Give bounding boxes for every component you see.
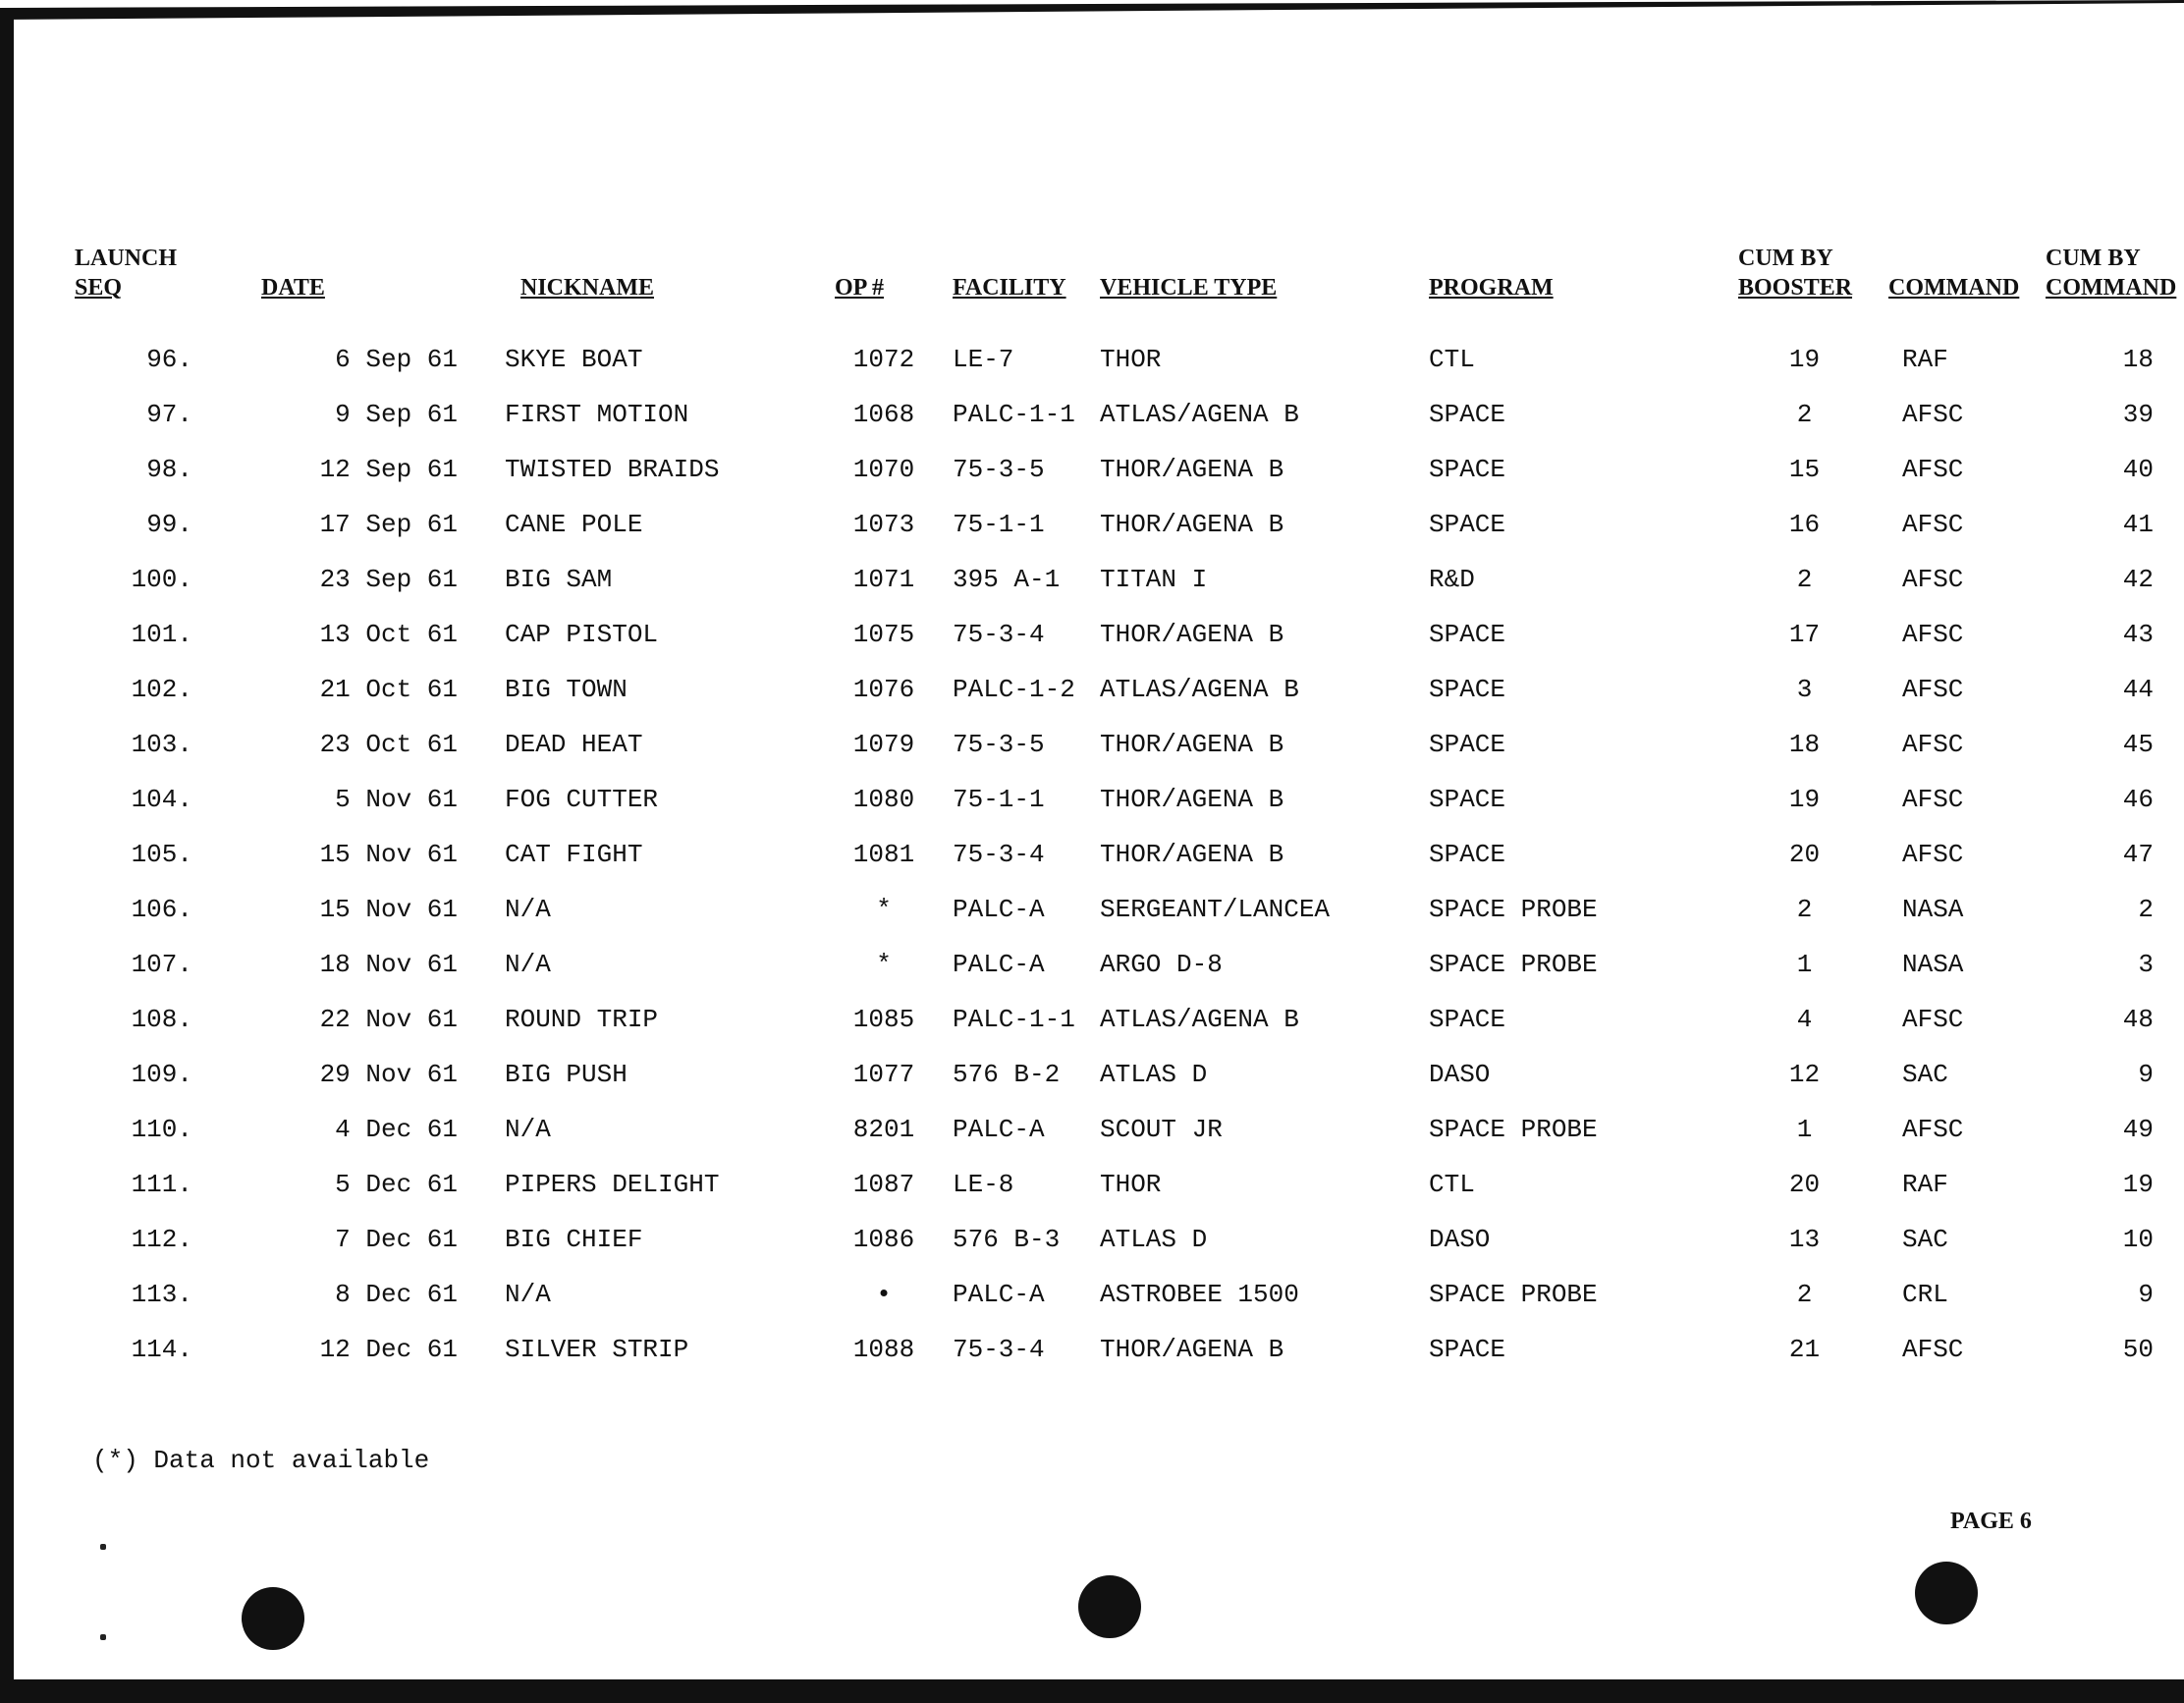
cell-cum-by-booster: 17 (1788, 620, 1821, 649)
cell-program: SPACE PROBE (1429, 1280, 1598, 1309)
table-row (75, 772, 2154, 827)
cell-program: SPACE PROBE (1429, 895, 1598, 924)
table-row (75, 1212, 2154, 1267)
cell-program: SPACE (1429, 675, 1506, 704)
cell-facility: 576 B-3 (953, 1225, 1061, 1254)
cell-command: AFSC (1902, 620, 1964, 649)
header-command: COMMAND (1888, 275, 2020, 301)
cell-facility: PALC-A (953, 895, 1045, 924)
cell-vehicle-type: THOR/AGENA B (1100, 1335, 1284, 1364)
cell-cum-by-booster: 2 (1796, 400, 1813, 429)
cell-date: 5 Nov 61 (335, 785, 458, 814)
cell-facility: 576 B-2 (953, 1060, 1061, 1089)
cell-date: 12 Sep 61 (319, 455, 458, 484)
cell-op: 1072 (852, 345, 915, 374)
cell-vehicle-type: ATLAS D (1100, 1060, 1208, 1089)
cell-date: 21 Oct 61 (319, 675, 458, 704)
cell-op: 1068 (852, 400, 915, 429)
cell-date: 9 Sep 61 (335, 400, 458, 429)
cell-facility: 75-3-5 (953, 455, 1045, 484)
cell-facility: PALC-1-2 (953, 675, 1075, 704)
table-row (75, 1267, 2154, 1322)
cell-nickname: N/A (505, 1280, 551, 1309)
table-row (75, 662, 2154, 717)
cell-cum-by-command: 39 (2122, 400, 2154, 429)
cell-nickname: BIG PUSH (505, 1060, 628, 1089)
cell-facility: 395 A-1 (953, 565, 1061, 594)
cell-command: AFSC (1902, 785, 1964, 814)
cell-facility: 75-3-4 (953, 1335, 1045, 1364)
cell-vehicle-type: THOR/AGENA B (1100, 840, 1284, 869)
cell-launch-seq: 113. (131, 1280, 192, 1309)
cell-program: SPACE (1429, 510, 1506, 539)
header-row (75, 244, 2154, 332)
cell-command: RAF (1902, 345, 1948, 374)
cell-vehicle-type: TITAN I (1100, 565, 1208, 594)
cell-op: 1077 (852, 1060, 915, 1089)
cell-command: AFSC (1902, 400, 1964, 429)
cell-launch-seq: 112. (131, 1225, 192, 1254)
cell-command: CRL (1902, 1280, 1948, 1309)
cell-date: 29 Nov 61 (319, 1060, 458, 1089)
table-row (75, 827, 2154, 882)
document-page (14, 20, 2184, 1679)
table-row (75, 882, 2154, 937)
cell-nickname: SKYE BOAT (505, 345, 643, 374)
cell-vehicle-type: THOR/AGENA B (1100, 510, 1284, 539)
cell-launch-seq: 100. (131, 565, 192, 594)
cell-op: * (876, 895, 892, 924)
cell-nickname: CAT FIGHT (505, 840, 643, 869)
cell-nickname: SILVER STRIP (505, 1335, 689, 1364)
cell-launch-seq: 106. (131, 895, 192, 924)
cell-vehicle-type: SERGEANT/LANCEA (1100, 895, 1331, 924)
table-row (75, 497, 2154, 552)
binder-hole-right (1915, 1562, 1978, 1624)
cell-cum-by-booster: 20 (1788, 1170, 1821, 1199)
table-row (75, 1157, 2154, 1212)
scan-edge-left (0, 18, 14, 1703)
cell-launch-seq: 111. (131, 1170, 192, 1199)
cell-facility: 75-3-4 (953, 620, 1045, 649)
cell-nickname: DEAD HEAT (505, 730, 643, 759)
cell-vehicle-type: ATLAS D (1100, 1225, 1208, 1254)
cell-cum-by-command: 41 (2122, 510, 2154, 539)
header-launch-seq: LAUNCH SEQ (75, 246, 178, 301)
cell-vehicle-type: THOR/AGENA B (1100, 785, 1284, 814)
cell-command: AFSC (1902, 455, 1964, 484)
scan-speck (100, 1634, 106, 1640)
cell-cum-by-booster: 13 (1788, 1225, 1821, 1254)
launch-table (75, 244, 2177, 1377)
cell-command: AFSC (1902, 565, 1964, 594)
cell-cum-by-booster: 2 (1796, 1280, 1813, 1309)
header-nickname: NICKNAME (520, 275, 654, 301)
cell-cum-by-booster: 12 (1788, 1060, 1821, 1089)
cell-date: 8 Dec 61 (335, 1280, 458, 1309)
cell-op: 8201 (852, 1115, 915, 1144)
cell-cum-by-command: 10 (2122, 1225, 2154, 1254)
table-row (75, 717, 2154, 772)
cell-cum-by-command: 9 (2138, 1060, 2154, 1089)
cell-op: 1071 (852, 565, 915, 594)
cell-cum-by-command: 44 (2122, 675, 2154, 704)
cell-cum-by-command: 40 (2122, 455, 2154, 484)
cell-nickname: ROUND TRIP (505, 1005, 659, 1034)
cell-date: 7 Dec 61 (335, 1225, 458, 1254)
cell-facility: PALC-A (953, 1115, 1045, 1144)
cell-command: NASA (1902, 895, 1964, 924)
cell-cum-by-command: 3 (2138, 950, 2154, 979)
table-row (75, 937, 2154, 992)
cell-cum-by-booster: 1 (1796, 950, 1813, 979)
cell-command: AFSC (1902, 1115, 1964, 1144)
cell-facility: PALC-A (953, 1280, 1045, 1309)
cell-date: 13 Oct 61 (319, 620, 458, 649)
cell-vehicle-type: THOR (1100, 345, 1162, 374)
cell-op: 1075 (852, 620, 915, 649)
cell-cum-by-booster: 20 (1788, 840, 1821, 869)
cell-launch-seq: 98. (146, 455, 192, 484)
cell-program: SPACE (1429, 1335, 1506, 1364)
cell-nickname: N/A (505, 895, 551, 924)
cell-date: 23 Sep 61 (319, 565, 458, 594)
cell-cum-by-command: 19 (2122, 1170, 2154, 1199)
cell-op: 1087 (852, 1170, 915, 1199)
cell-vehicle-type: THOR/AGENA B (1100, 455, 1284, 484)
cell-date: 5 Dec 61 (335, 1170, 458, 1199)
cell-facility: PALC-1-1 (953, 400, 1075, 429)
cell-nickname: PIPERS DELIGHT (505, 1170, 720, 1199)
cell-date: 18 Nov 61 (319, 950, 458, 979)
cell-cum-by-booster: 2 (1796, 565, 1813, 594)
cell-nickname: N/A (505, 1115, 551, 1144)
table-body (75, 332, 2154, 1377)
cell-command: RAF (1902, 1170, 1948, 1199)
cell-facility: 75-1-1 (953, 510, 1045, 539)
cell-launch-seq: 97. (146, 400, 192, 429)
cell-date: 22 Nov 61 (319, 1005, 458, 1034)
table-row (75, 442, 2154, 497)
cell-vehicle-type: ARGO D-8 (1100, 950, 1223, 979)
cell-facility: 75-3-5 (953, 730, 1045, 759)
cell-program: SPACE (1429, 730, 1506, 759)
cell-program: SPACE PROBE (1429, 1115, 1598, 1144)
cell-nickname: FOG CUTTER (505, 785, 659, 814)
cell-program: CTL (1429, 1170, 1475, 1199)
cell-date: 4 Dec 61 (335, 1115, 458, 1144)
cell-launch-seq: 101. (131, 620, 192, 649)
cell-command: SAC (1902, 1225, 1948, 1254)
cell-op: 1086 (852, 1225, 915, 1254)
cell-command: AFSC (1902, 730, 1964, 759)
cell-launch-seq: 96. (146, 345, 192, 374)
cell-program: DASO (1429, 1225, 1491, 1254)
header-cum-by-command: CUM BY COMMAND (2046, 246, 2177, 301)
cell-command: AFSC (1902, 1335, 1964, 1364)
cell-program: SPACE PROBE (1429, 950, 1598, 979)
header-op: OP # (835, 275, 885, 301)
cell-program: SPACE (1429, 840, 1506, 869)
cell-nickname: N/A (505, 950, 551, 979)
cell-launch-seq: 104. (131, 785, 192, 814)
cell-op: 1079 (852, 730, 915, 759)
cell-op: 1085 (852, 1005, 915, 1034)
cell-cum-by-command: 2 (2138, 895, 2154, 924)
cell-nickname: CAP PISTOL (505, 620, 659, 649)
cell-vehicle-type: SCOUT JR (1100, 1115, 1223, 1144)
cell-program: SPACE (1429, 1005, 1506, 1034)
table-row (75, 1102, 2154, 1157)
footnote: (*) Data not available (92, 1446, 430, 1475)
cell-cum-by-command: 9 (2138, 1280, 2154, 1309)
cell-date: 15 Nov 61 (319, 840, 458, 869)
cell-nickname: TWISTED BRAIDS (505, 455, 720, 484)
cell-nickname: BIG CHIEF (505, 1225, 643, 1254)
header-date: DATE (261, 275, 325, 301)
cell-launch-seq: 107. (131, 950, 192, 979)
binder-hole-center (1078, 1575, 1141, 1638)
table-row (75, 1047, 2154, 1102)
cell-cum-by-command: 49 (2122, 1115, 2154, 1144)
cell-command: AFSC (1902, 510, 1964, 539)
cell-cum-by-command: 46 (2122, 785, 2154, 814)
cell-op: 1088 (852, 1335, 915, 1364)
cell-cum-by-booster: 16 (1788, 510, 1821, 539)
cell-cum-by-command: 47 (2122, 840, 2154, 869)
cell-command: AFSC (1902, 675, 1964, 704)
cell-vehicle-type: ATLAS/AGENA B (1100, 675, 1299, 704)
cell-cum-by-command: 42 (2122, 565, 2154, 594)
table-row (75, 332, 2154, 387)
cell-facility: LE-8 (953, 1170, 1014, 1199)
binder-hole-left (242, 1587, 304, 1650)
header-facility: FACILITY (953, 275, 1066, 301)
cell-date: 23 Oct 61 (319, 730, 458, 759)
cell-command: NASA (1902, 950, 1964, 979)
header-cum-by-booster: CUM BY BOOSTER (1738, 246, 1853, 301)
cell-program: SPACE (1429, 400, 1506, 429)
cell-command: AFSC (1902, 1005, 1964, 1034)
table-row (75, 387, 2154, 442)
cell-launch-seq: 109. (131, 1060, 192, 1089)
cell-vehicle-type: ATLAS/AGENA B (1100, 1005, 1299, 1034)
cell-cum-by-booster: 19 (1788, 785, 1821, 814)
cell-vehicle-type: THOR/AGENA B (1100, 730, 1284, 759)
cell-cum-by-booster: 19 (1788, 345, 1821, 374)
cell-program: CTL (1429, 345, 1475, 374)
cell-facility: PALC-A (953, 950, 1045, 979)
cell-command: SAC (1902, 1060, 1948, 1089)
cell-facility: PALC-1-1 (953, 1005, 1075, 1034)
cell-op: • (876, 1280, 892, 1309)
cell-launch-seq: 103. (131, 730, 192, 759)
cell-launch-seq: 114. (131, 1335, 192, 1364)
cell-op: 1073 (852, 510, 915, 539)
cell-cum-by-booster: 2 (1796, 895, 1813, 924)
cell-op: 1076 (852, 675, 915, 704)
cell-facility: LE-7 (953, 345, 1014, 374)
cell-launch-seq: 102. (131, 675, 192, 704)
cell-vehicle-type: ATLAS/AGENA B (1100, 400, 1299, 429)
table-row (75, 992, 2154, 1047)
table-row (75, 552, 2154, 607)
page-number: PAGE 6 (1950, 1509, 2032, 1534)
cell-nickname: FIRST MOTION (505, 400, 689, 429)
cell-nickname: BIG SAM (505, 565, 613, 594)
cell-date: 15 Nov 61 (319, 895, 458, 924)
header-program: PROGRAM (1429, 275, 1554, 301)
cell-op: 1080 (852, 785, 915, 814)
cell-command: AFSC (1902, 840, 1964, 869)
cell-cum-by-booster: 1 (1796, 1115, 1813, 1144)
cell-nickname: BIG TOWN (505, 675, 628, 704)
cell-date: 12 Dec 61 (319, 1335, 458, 1364)
cell-cum-by-booster: 3 (1796, 675, 1813, 704)
scan-edge-top (0, 0, 2184, 20)
cell-vehicle-type: THOR/AGENA B (1100, 620, 1284, 649)
cell-program: DASO (1429, 1060, 1491, 1089)
cell-launch-seq: 105. (131, 840, 192, 869)
cell-program: SPACE (1429, 785, 1506, 814)
cell-launch-seq: 108. (131, 1005, 192, 1034)
cell-vehicle-type: THOR (1100, 1170, 1162, 1199)
cell-vehicle-type: ASTROBEE 1500 (1100, 1280, 1299, 1309)
scan-edge-bottom (0, 1679, 2184, 1703)
cell-facility: 75-1-1 (953, 785, 1045, 814)
cell-op: 1081 (852, 840, 915, 869)
cell-cum-by-command: 43 (2122, 620, 2154, 649)
cell-cum-by-command: 18 (2122, 345, 2154, 374)
cell-cum-by-booster: 21 (1788, 1335, 1821, 1364)
cell-launch-seq: 110. (131, 1115, 192, 1144)
cell-nickname: CANE POLE (505, 510, 643, 539)
table-row (75, 1322, 2154, 1377)
scan-speck (100, 1544, 106, 1550)
cell-cum-by-command: 45 (2122, 730, 2154, 759)
cell-program: SPACE (1429, 455, 1506, 484)
cell-cum-by-booster: 4 (1796, 1005, 1813, 1034)
cell-cum-by-command: 50 (2122, 1335, 2154, 1364)
cell-op: 1070 (852, 455, 915, 484)
cell-date: 17 Sep 61 (319, 510, 458, 539)
header-vehicle-type: VEHICLE TYPE (1100, 275, 1278, 301)
cell-op: * (876, 950, 892, 979)
cell-cum-by-booster: 15 (1788, 455, 1821, 484)
cell-date: 6 Sep 61 (335, 345, 458, 374)
table-row (75, 607, 2154, 662)
cell-cum-by-booster: 18 (1788, 730, 1821, 759)
cell-launch-seq: 99. (146, 510, 192, 539)
cell-facility: 75-3-4 (953, 840, 1045, 869)
cell-program: R&D (1429, 565, 1475, 594)
cell-cum-by-command: 48 (2122, 1005, 2154, 1034)
cell-program: SPACE (1429, 620, 1506, 649)
